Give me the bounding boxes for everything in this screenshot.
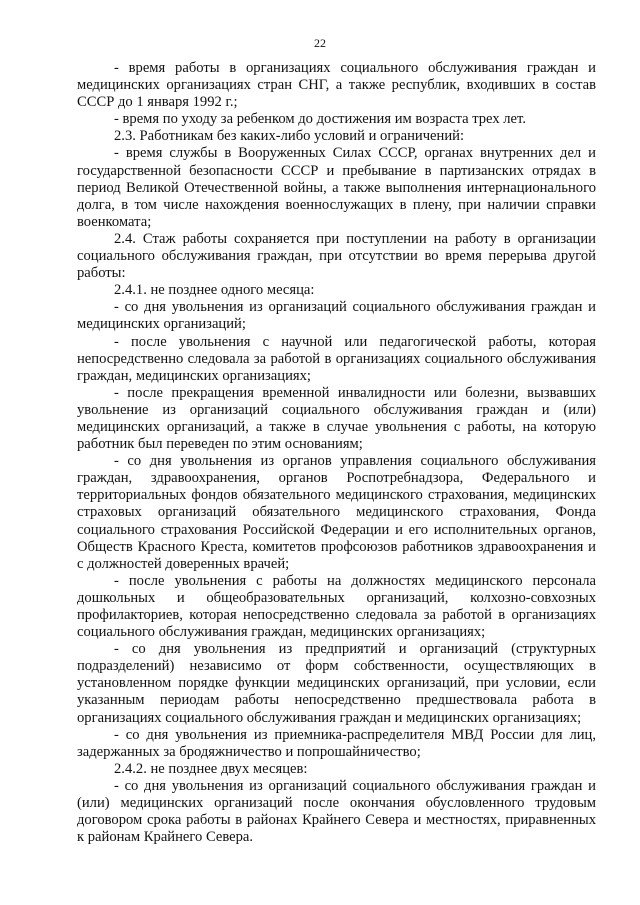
list-item-scientific-pedagogical: - после увольнения с научной или педагогической работы, которая непосредственно следовала за работой в организациях социального обслуживания граждан, медицинских организациях; <box>77 333 596 384</box>
list-item-management-bodies: - со дня увольнения из органов управления социального обслуживания граждан, здравоохранения, органов Роспотребнадзора, Федерального и территориальных фондов обязательного медицинского страхования, медицинских страховых организаций обязательного медицинского страхования, Фонда социального страхования Российской Федерации и его исполнительных органов, Обществ Красного Креста, комитетов профсоюзов работников здравоохранения и с должностей доверенных врачей; <box>77 453 596 572</box>
section-2-4-heading: 2.4. Стаж работы сохраняется при поступлении на работу в организации социального обслуживания граждан, при отсутствии во время перерыва другой работы: <box>77 230 596 282</box>
paragraph-military-service: - время службы в Вооруженных Силах СССР, органах внутренних дел и государственной безопасности СССР и пребывание в партизанских отрядах в период Великой Отечественной войны, а также выполнения интернационального долга, в том числе нахождения военнослужащих в плену, при наличии справки военкомата; <box>77 145 596 230</box>
list-item-dismissal-social-medical: - со дня увольнения из организаций социального обслуживания граждан и медицинских организаций; <box>77 299 596 333</box>
list-item-enterprises-medical-functions: - со дня увольнения из предприятий и организаций (структурных подразделений) независимо от форм собственности, осуществляющих в установленном порядке функции медицинских организаций, при условии, если указанным периодам работы непосредственно предшествовала работа в организациях социального обслуживания граждан и медицинских организациях; <box>77 641 596 726</box>
section-2-4-1-heading: 2.4.1. не позднее одного месяца: <box>114 282 315 299</box>
paragraph-childcare-leave: - время по уходу за ребенком до достижения им возраста трех лет. <box>114 111 526 128</box>
page-number: 22 <box>314 36 326 50</box>
list-item-far-north: - со дня увольнения из организаций социального обслуживания граждан и (или) медицинских организаций после окончания обусловленного трудовым договором срока работы в районах Крайнего Севера и местностях, приравненных к районам Крайнего Севера. <box>77 777 596 846</box>
section-2-3-heading: 2.3. Работникам без каких-либо условий и ограничений: <box>114 128 465 145</box>
list-item-medical-staff-schools: - после увольнения с работы на должностях медицинского персонала дошкольных и общеобразовательных организаций, колхозно-совхозных профилакториев, которая непосредственно следовала за работой в организациях социального обслуживания граждан, медицинских организациях; <box>77 572 596 641</box>
paragraph-work-cis-organizations: - время работы в организациях социального обслуживания граждан и медицинских организациях стран СНГ, а также республик, входивших в состав СССР до 1 января 1992 г.; <box>77 60 596 111</box>
list-item-mvd-reception-center: - со дня увольнения из приемника-распределителя МВД России для лиц, задержанных за бродяжничество и попрошайничество; <box>77 726 596 760</box>
list-item-disability-illness: - после прекращения временной инвалидности или болезни, вызвавших увольнение из организаций социального обслуживания граждан и (или) медицинских организаций, а также в случае увольнения с работы, на которую работник был переведен по этим основаниям; <box>77 384 596 453</box>
document-body <box>77 60 596 846</box>
section-2-4-2-heading: 2.4.2. не позднее двух месяцев: <box>114 760 308 777</box>
